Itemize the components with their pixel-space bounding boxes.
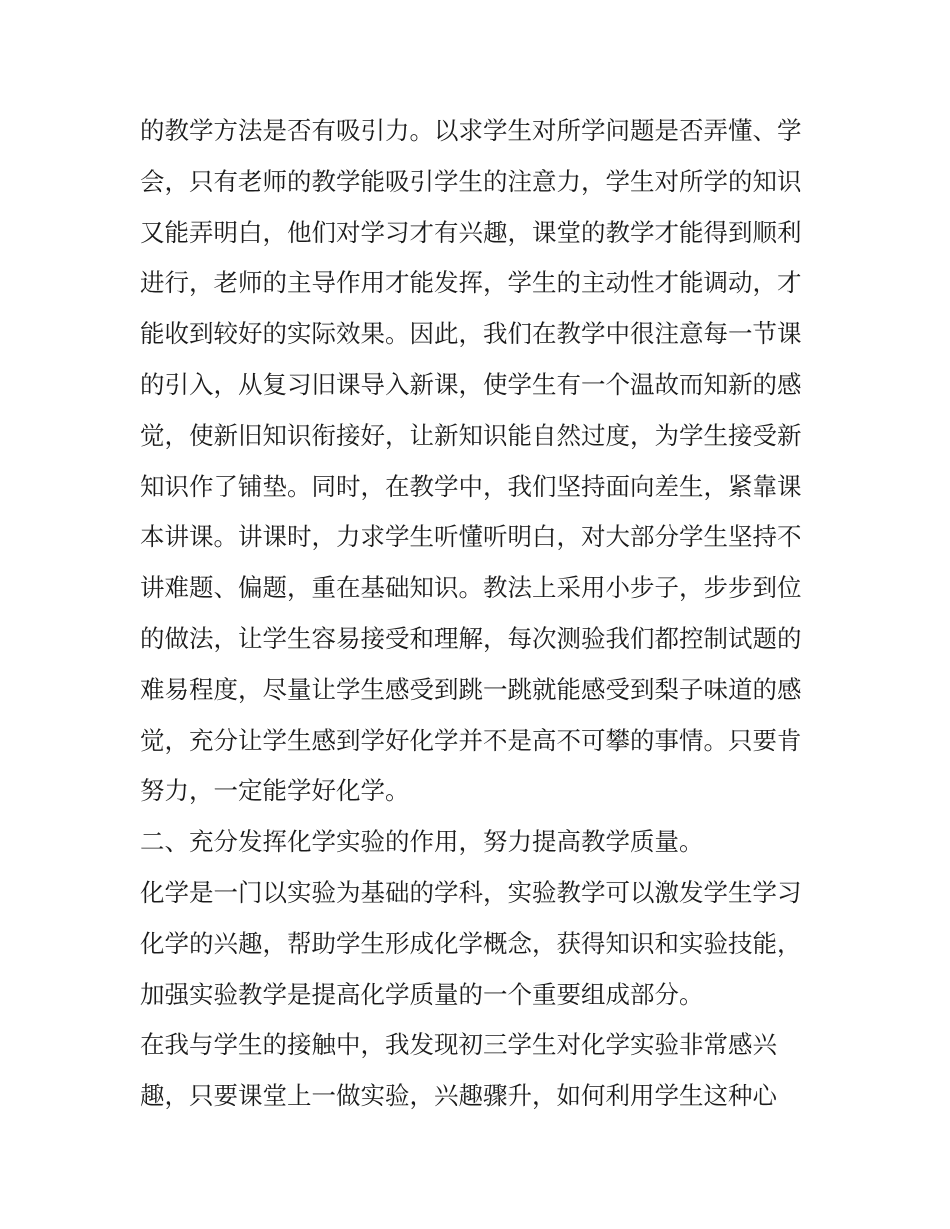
text-line: 能收到较好的实际效果。因此，我们在教学中很注意每一节课 <box>140 319 802 349</box>
text-line: 努力，一定能学好化学。 <box>140 776 410 806</box>
text-line: 觉，使新旧知识衔接好，让新知识能自然过度，为学生接受新 <box>140 420 802 450</box>
text-line: 化学是一门以实验为基础的学科，实验教学可以激发学生学习 <box>140 877 802 907</box>
text-line: 加强实验教学是提高化学质量的一个重要组成部分。 <box>140 979 704 1009</box>
text-line: 知识作了铺垫。同时，在教学中，我们坚持面向差生，紧靠课 <box>140 471 802 501</box>
body-text <box>140 106 820 1122</box>
text-line: 的教学方法是否有吸引力。以求学生对所学问题是否弄懂、学 <box>140 116 802 145</box>
text-line: 讲难题、偏题，重在基础知识。教法上采用小步子，步步到位 <box>140 573 802 603</box>
text-line: 难易程度，尽量让学生感受到跳一跳就能感受到梨子味道的感 <box>140 674 802 704</box>
text-line: 化学的兴趣，帮助学生形成化学概念，获得知识和实验技能， <box>140 928 802 958</box>
text-line: 在我与学生的接触中，我发现初三学生对化学实验非常感兴 <box>140 1030 777 1060</box>
text-line: 的做法，让学生容易接受和理解，每次测验我们都控制试题的 <box>140 623 802 653</box>
text-line: 进行，老师的主导作用才能发挥，学生的主动性才能调动，才 <box>140 268 802 298</box>
text-line: 的引入，从复习旧课导入新课，使学生有一个温故而知新的感 <box>140 369 802 399</box>
text-line: 会，只有老师的教学能吸引学生的注意力，学生对所学的知识 <box>140 166 802 196</box>
text-line: 本讲课。讲课时，力求学生听懂听明白，对大部分学生坚持不 <box>140 522 802 552</box>
text-line: 又能弄明白，他们对学习才有兴趣，课堂的教学才能得到顺利 <box>140 217 802 247</box>
text-line: 趣，只要课堂上一做实验，兴趣骤升，如何利用学生这种心 <box>140 1081 777 1111</box>
section-heading: 二、充分发挥化学实验的作用，努力提高教学质量。 <box>140 827 704 857</box>
text-line: 觉，充分让学生感到学好化学并不是高不可攀的事情。只要肯 <box>140 725 802 755</box>
